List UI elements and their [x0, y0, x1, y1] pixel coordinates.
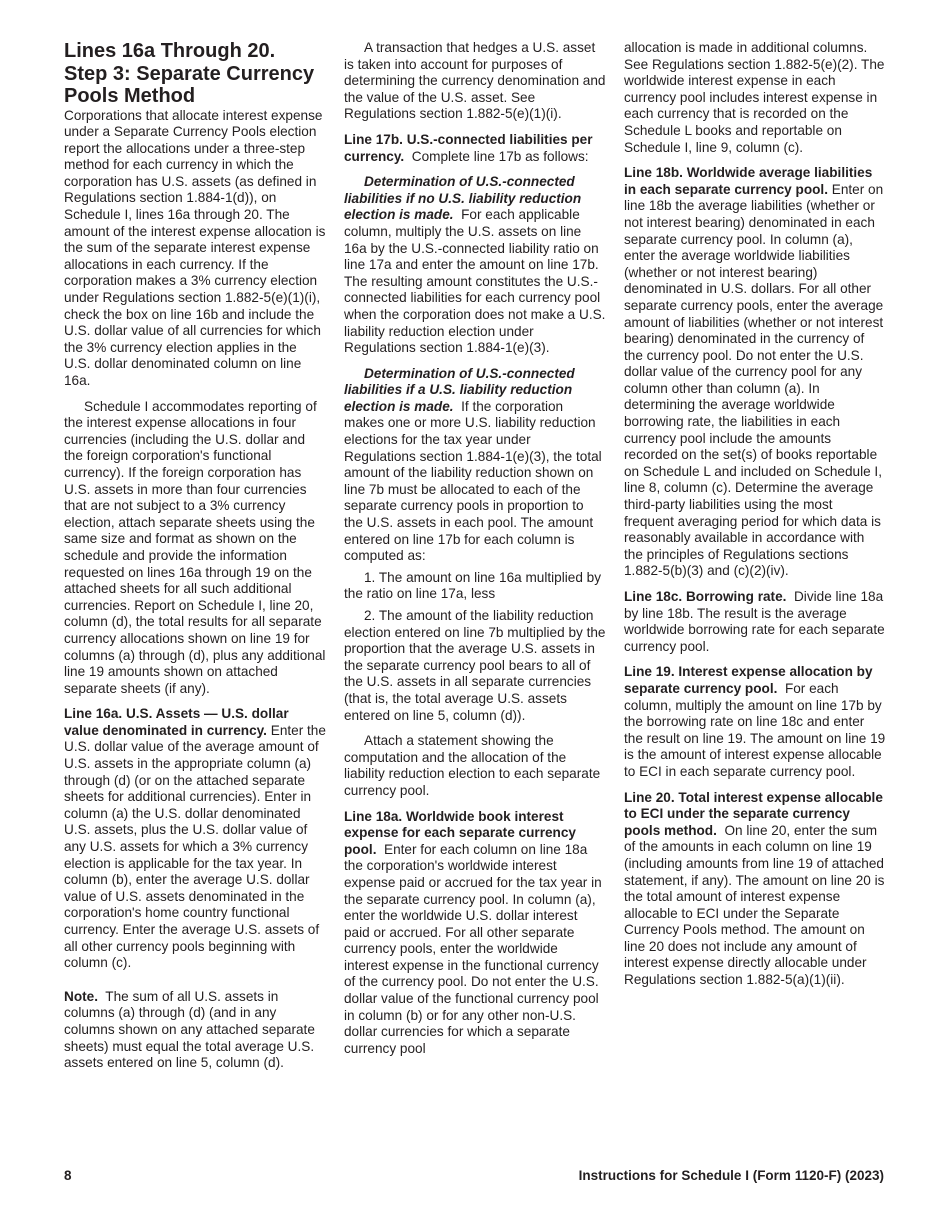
- paragraph-line-18c: Line 18c. Borrowing rate. Divide line 18a by line 18b. The result is the average worldwide borrowing rate for each separate currency pool.: [624, 589, 885, 654]
- section-title: Lines 16a Through 20. Step 3: Separate Currency Pools Method: [64, 40, 315, 107]
- paragraph-election: Determination of U.S.-connected liabilities if a U.S. liability reduction election is made. If the corporation makes one or more U.S. liability reduction elections for the tax year under Regulations section 1.884-1(e)(3), the total amount of the liability reduction shown on line 7b must be allocated to each of the separate currency pools in proportion to the U.S. assets in each pool. The amount entered on line 17b for each column is computed as:: [344, 365, 602, 564]
- list-item-1: 1. The amount on line 16a multiplied by the ratio on line 17a, less: [344, 569, 602, 602]
- paragraph-line-20: Line 20. Total interest expense allocable to ECI under the separate currency pools method. On line 20, enter the sum of the amounts in each column on line 19 (including amounts from line 19 of attached statement, if any). The amount on line 20 is the total amount of interest expense allocable to ECI under the Separate Currency Pools method. The amount on line 20 does not include any amount of interest expense directly allocable under Regulations section 1.882-5(a)(1)(ii).: [624, 789, 885, 988]
- column-2: [344, 40, 606, 1057]
- heading-line-18b: Line 18b. Worldwide average liabilities in each separate currency pool.: [624, 165, 873, 197]
- note-label: Note.: [64, 988, 98, 1004]
- paragraph-continued: allocation is made in additional columns. See Regulations section 1.882-5(e)(2). The worldwide interest expense in each currency pool includes interest expense in each currency that is recorded on the Schedule L books and reportable on Schedule I, line 9, column (c).: [624, 40, 885, 155]
- heading-line-16a: Line 16a. U.S. Assets — U.S. dollar value denominated in currency.: [64, 706, 289, 738]
- note-paragraph: Note. The sum of all U.S. assets in columns (a) through (d) (and in any columns shown on any attached separate sheets) must equal the total average U.S. assets entered on line 5, column (d).: [64, 988, 315, 1071]
- paragraph-line-16a: Line 16a. U.S. Assets — U.S. dollar value denominated in currency. Enter the U.S. dollar value of the average amount of U.S. assets in the appropriate column (a) through (d) (or on the attached separate sheets for additional currencies). Enter in column (a) the U.S. dollar denominated U.S. assets, plus the U.S. dollar value of any U.S. assets for which a 3% currency election is applicable for the tax year. In column (b), enter the average U.S. dollar value of U.S. assets denominated in the corporation's home country functional currency. Enter the average U.S. assets of all other currency pools beginning with column (c).: [64, 706, 326, 971]
- heading-line-17b: Line 17b. U.S.-connected liabilities per currency.: [344, 131, 593, 164]
- paragraph-line-18a: Line 18a. Worldwide book interest expense for each separate currency pool. Enter for each column on line 18a the corporation's worldwide interest expense paid or accrued for the tax year in the separate currency pool. In column (a), enter the worldwide U.S. dollar interest paid or accrued. For all other separate currency pools, enter the worldwide interest expense in the functional currency of the currency pool. Do not enter the U.S. dollar value of the functional currency pool in column (b) or for any other non-U.S. dollar currencies for which a separate currency pool: [344, 808, 602, 1056]
- page-number: 8: [64, 1168, 72, 1183]
- footer-document-title: Instructions for Schedule I (Form 1120-F) (2023): [578, 1168, 884, 1183]
- column-1: [64, 40, 326, 1072]
- paragraph-line-19: Line 19. Interest expense allocation by separate currency pool. For each column, multiply the amount on line 17b by the borrowing rate on line 18c and enter the result on line 19. The amount on line 19 is the amount of interest expense allocable to ECI in each separate currency pool.: [624, 664, 886, 779]
- list-item-2: 2. The amount of the liability reduction election entered on line 7b multiplied by the proportion that the average U.S. assets in the separate currency pool bears to all of the U.S. assets in all separate currencies (that is, the total average U.S. assets entered on line 5, column (d)).: [344, 608, 606, 723]
- paragraph-no-election: Determination of U.S.-connected liabilities if no U.S. liability reduction election is made. For each applicable column, multiply the U.S. assets on line 16a by the U.S.-connected liability ratio on line 17a and enter the amount on line 17b. The resulting amount constitutes the U.S.-connected liabilities for each currency pool when the corporation does not make a U.S. liability reduction election under Regulations section 1.884-1(e)(3).: [344, 174, 606, 356]
- heading-line-18a: Line 18a. Worldwide book interest expense for each separate currency pool.: [344, 808, 576, 857]
- heading-line-19: Line 19. Interest expense allocation by separate currency pool.: [624, 664, 873, 696]
- heading-no-election: Determination of U.S.-connected liabilities if no U.S. liability reduction election is made.: [344, 174, 582, 223]
- paragraph-attach-statement: Attach a statement showing the computation and the allocation of the liability reduction election to each separate currency pool.: [344, 733, 601, 798]
- heading-line-18c: Line 18c. Borrowing rate.: [624, 589, 787, 604]
- heading-line-20: Line 20. Total interest expense allocable to ECI under the separate currency pools method.: [624, 789, 883, 838]
- paragraph-schedule-currencies: Schedule I accommodates reporting of the interest expense allocations in four currencies (including the U.S. dollar and the foreign corporation's functional currency). If the foreign corporation has U.S. assets in more than four currencies that are not subject to a 3% currency election, attach separate sheets using the same size and format as shown on the schedule and provide the information requested on lines 16a through 19 on the attached sheets for all such additional currencies. Report on Schedule I, line 20, column (d), the total results for all separate currency allocations shown on line 19 for columns (a) through (d), plus any additional line 19 amounts shown on attached separate sheets (if any).: [64, 398, 326, 696]
- paragraph-hedge: A transaction that hedges a U.S. asset is taken into account for purposes of determining the currency denomination and the value of the U.S. asset. See Regulations section 1.882-5(e)(1)(i).: [344, 40, 606, 122]
- paragraph-line-17b: Line 17b. U.S.-connected liabilities per currency. Complete line 17b as follows:: [344, 131, 593, 164]
- heading-election: Determination of U.S.-connected liabilities if a U.S. liability reduction election is made.: [344, 365, 575, 414]
- paragraph-line-18b: Line 18b. Worldwide average liabilities in each separate currency pool. Enter on line 18b the average liabilities (whether or not interest bearing) denominated in each separate currency pool. In column (a), enter the average worldwide liabilities (whether or not interest bearing) denominated in U.S. dollars. For all other separate currency pools, enter the average amount of liabilities (whether or not interest bearing) denominated in the currency of the currency pool. Do not enter the U.S. dollar value of the currency pool for any column other than column (a). In determining the average worldwide borrowing rate, the liabilities in each currency pool include the amounts recorded on the set(s) of books reportable on Schedule L and included on Schedule I, line 8, column (c). Determine the average third-party liabilities using the most frequent averaging period for which data is reasonably available in accordance with the principles of Regulations sections 1.882-5(b)(3) and (c)(2)(iv).: [624, 165, 884, 579]
- column-3: [624, 40, 886, 989]
- paragraph-intro: Corporations that allocate interest expense under a Separate Currency Pools election report the allocations under a three-step method for each currency in which the corporation has U.S. assets (as defined in Regulations section 1.884-1(d)), on Schedule I, lines 16a through 20. The amount of the interest expense allocation is the sum of the separate interest expense allocations in each currency. If the corporation makes a 3% currency election under Regulations section 1.882-5(e)(1)(i), check the box on line 16b and include the U.S. dollar value of all currencies for which the 3% currency election applies in the U.S. dollar denominated column on line 16a.: [64, 107, 326, 388]
